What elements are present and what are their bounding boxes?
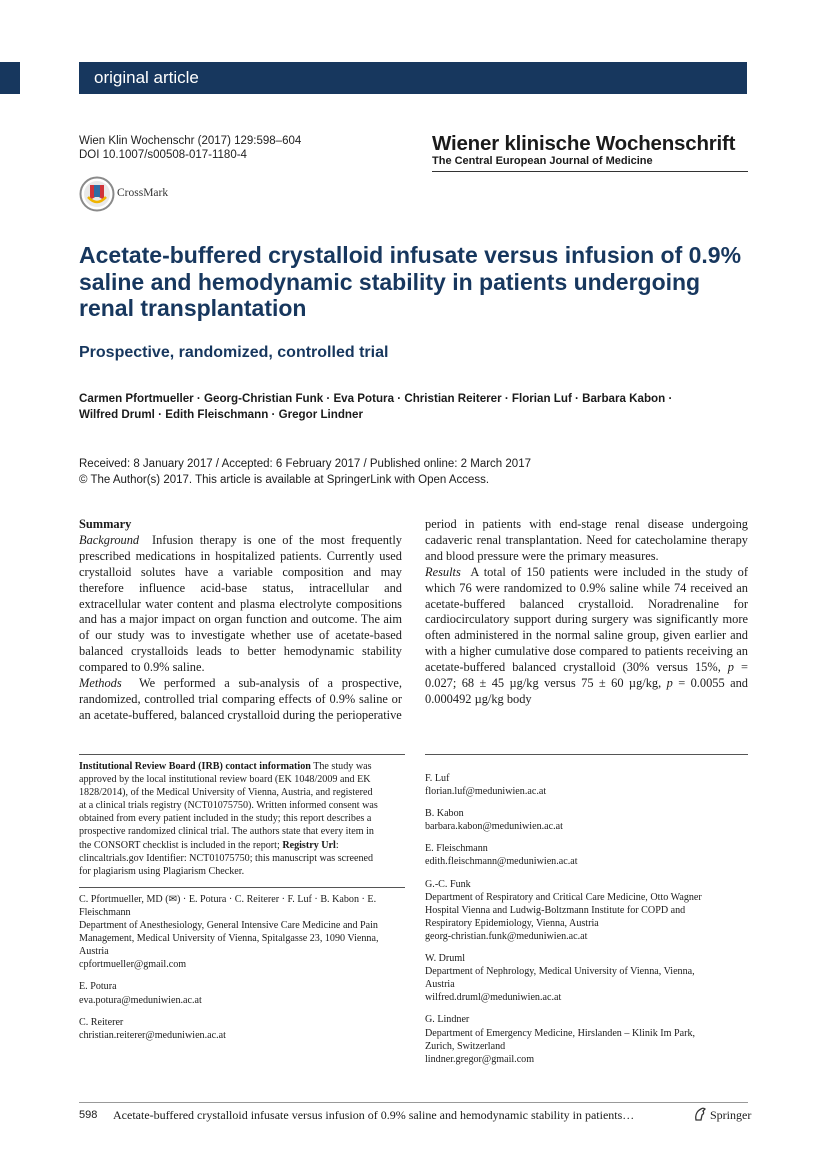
authors-line-1: Carmen Pfortmueller · Georg-Christian Funk · Eva Potura · Christian Reiterer · Florian Luf · Barbara Kabon · <box>79 392 673 405</box>
fleischmann-name: E. Fleischmann <box>425 843 488 855</box>
funk-affiliation: Department of Respiratory and Critical Care Medicine, Otto Wagner Hospital Vienna and Ludwig-Boltzmann Institute for COPD and Respiratory Epidemiology, Vienna, Austria <box>425 891 702 929</box>
license-note: © The Author(s) 2017. This article is available at SpringerLink with Open Access. <box>79 474 490 486</box>
druml-block <box>425 952 725 1004</box>
footnote-rule-left <box>79 754 405 755</box>
section-label: original article <box>94 68 199 87</box>
fleischmann-block <box>425 842 725 868</box>
potura-email[interactable]: eva.potura@meduniwien.ac.at <box>79 994 202 1006</box>
methods-paragraph <box>79 676 402 724</box>
lindner-name: G. Lindner <box>425 1014 470 1026</box>
druml-name: W. Druml <box>425 953 465 965</box>
lindner-affiliation: Department of Emergency Medicine, Hirslanden – Klinik Im Park, Zurich, Switzerland <box>425 1027 696 1052</box>
reiterer-block <box>79 1016 379 1042</box>
correspondence-block <box>79 893 379 972</box>
druml-affiliation: Department of Nephrology, Medical University of Vienna, Vienna, Austria <box>425 966 695 991</box>
funk-email[interactable]: georg-christian.funk@meduniwien.ac.at <box>425 930 588 942</box>
results-p-symbol-2: p <box>666 676 673 691</box>
summary-heading: Summary <box>79 517 132 531</box>
kabon-email[interactable]: barbara.kabon@meduniwien.ac.at <box>425 821 563 833</box>
summary-left-column <box>79 517 402 724</box>
journal-subtitle: The Central European Journal of Medicine <box>432 155 653 167</box>
footnotes-right <box>425 772 725 1075</box>
reiterer-email[interactable]: christian.reiterer@meduniwien.ac.at <box>79 1029 226 1041</box>
results-p-symbol-1: p <box>727 660 734 675</box>
footer-rule <box>79 1102 748 1103</box>
luf-email[interactable]: florian.luf@meduniwien.ac.at <box>425 786 547 798</box>
results-label: Results <box>425 564 461 579</box>
correspondence-rule <box>79 887 405 888</box>
potura-block <box>79 980 379 1006</box>
background-paragraph <box>79 533 402 676</box>
luf-name: F. Luf <box>425 773 450 784</box>
results-text-b: = 0.027; 68 ± 45 µg/kg versus 75 ± 60 µg/kg, <box>425 660 748 691</box>
publisher-name: Springer <box>710 1108 752 1122</box>
citation-doi[interactable]: DOI 10.1007/s00508-017-1180-4 <box>79 149 247 161</box>
registry-label: Registry Url <box>282 839 336 851</box>
methods-text: We performed a sub-analysis of a prospective, randomized, controlled trial comparing effects of 0.9% saline or an acetate-buffered, balanced crystalloid during the perioperative <box>79 676 402 722</box>
footnotes-left <box>79 760 379 1051</box>
corresponding-email[interactable]: cpfortmueller@gmail.com <box>79 959 187 971</box>
reiterer-name: C. Reiterer <box>79 1016 124 1028</box>
results-paragraph <box>425 565 748 708</box>
irb-text: The study was approved by the local institutional review board (EK 1048/2009 and EK 1828/2014), of the Medical University of Vienna, Austria, and registered at a clinical trials registry (NCT01075750). Written informed consent was obtained from every patient included in the study; this report describes a prospective randomized clinical trial. The authors state that every item in the CONSORT checklist is included in the report; <box>79 761 378 851</box>
running-title: Acetate-buffered crystalloid infusate versus infusion of 0.9% saline and hemodynamic stability in patients… <box>113 1108 635 1122</box>
page-number: 598 <box>79 1109 98 1121</box>
article-subtitle: Prospective, randomized, controlled trial <box>79 344 389 361</box>
funk-block <box>425 878 725 943</box>
summary-right-column <box>425 517 748 708</box>
irb-note <box>79 760 379 878</box>
springer-horse-icon <box>693 1106 707 1127</box>
crossmark-icon <box>79 176 115 212</box>
methods-text-continued: period in patients with end-stage renal disease undergoing cadaveric renal transplantation. Need for catecholamine therapy and blood pressure were the primary measures. <box>425 517 748 563</box>
publication-dates <box>79 456 531 488</box>
corresponding-authors: C. Pfortmueller, MD (✉) · E. Potura · C. Reiterer · F. Luf · B. Kabon · E. Fleischmann <box>79 893 377 918</box>
druml-email[interactable]: wilfred.druml@meduniwien.ac.at <box>425 992 562 1004</box>
irb-label: Institutional Review Board (IRB) contact information <box>79 761 311 772</box>
fleischmann-email[interactable]: edith.fleischmann@meduniwien.ac.at <box>425 856 578 868</box>
citation-line-1: Wien Klin Wochenschr (2017) 129:598–604 <box>79 135 302 147</box>
article-title: Acetate-buffered crystalloid infusate versus infusion of 0.9% saline and hemodynamic stability in patients undergoing renal transplantation <box>79 242 742 321</box>
author-list <box>79 391 759 423</box>
lindner-email[interactable]: lindner.gregor@gmail.com <box>425 1053 535 1065</box>
journal-title: Wiener klinische Wochenschrift <box>432 132 736 155</box>
footnote-rule-right <box>425 754 748 755</box>
authors-line-2: Wilfred Druml · Edith Fleischmann · Gregor Lindner <box>79 408 363 421</box>
background-text: Infusion therapy is one of the most frequently prescribed medications in hospitalized patients. Currently used crystalloid solutes have a variable composition and may therefore influence acid-base status, intracellular and extracellular water content and plasma electrolyte compositions and has a major impact on organ function and outcome. The aim of our study was to investigate whether use of acetate-based balanced crystalloids leads to better hemodynamic stability compared to 0.9% saline. <box>79 532 403 675</box>
masthead-divider <box>432 171 748 172</box>
kabon-name: B. Kabon <box>425 808 464 820</box>
results-text-c: = 0.0055 and 0.000492 µg/kg body <box>425 676 748 706</box>
kabon-block <box>425 807 725 833</box>
crossmark-label[interactable]: CrossMark <box>117 187 169 199</box>
results-text-a: A total of 150 patients were included in the study of which 76 were randomized to 0.9% saline while 74 received an acetate-buffered balanced crystalloid. Noradrenaline for cardiocirculatory support during surgery was significantly more often administered in the normal saline group, given earlier and with a higher cumulative dose compared to patients receiving an acetate-buffered balanced crystalloid (30% versus 15%, <box>425 564 748 675</box>
registry-text: : clincaltrials.gov Identifier: NCT01075750; this manuscript was screened for plagiarism using Plagiarism Checker. <box>79 839 374 877</box>
methods-label: Methods <box>79 676 122 691</box>
corresponding-affiliation: Department of Anesthesiology, General Intensive Care Medicine and Pain Management, Medical University of Vienna, Spitalgasse 23, 1090 Vienna, Austria <box>79 920 379 958</box>
luf-block <box>425 772 725 798</box>
funk-name: G.-C. Funk <box>425 878 471 890</box>
lindner-block <box>425 1013 725 1065</box>
potura-name: E. Potura <box>79 981 117 993</box>
banner-left-tab <box>0 62 20 94</box>
history-dates: Received: 8 January 2017 / Accepted: 6 February 2017 / Published online: 2 March 2017 <box>79 458 531 470</box>
background-label: Background <box>79 532 140 547</box>
